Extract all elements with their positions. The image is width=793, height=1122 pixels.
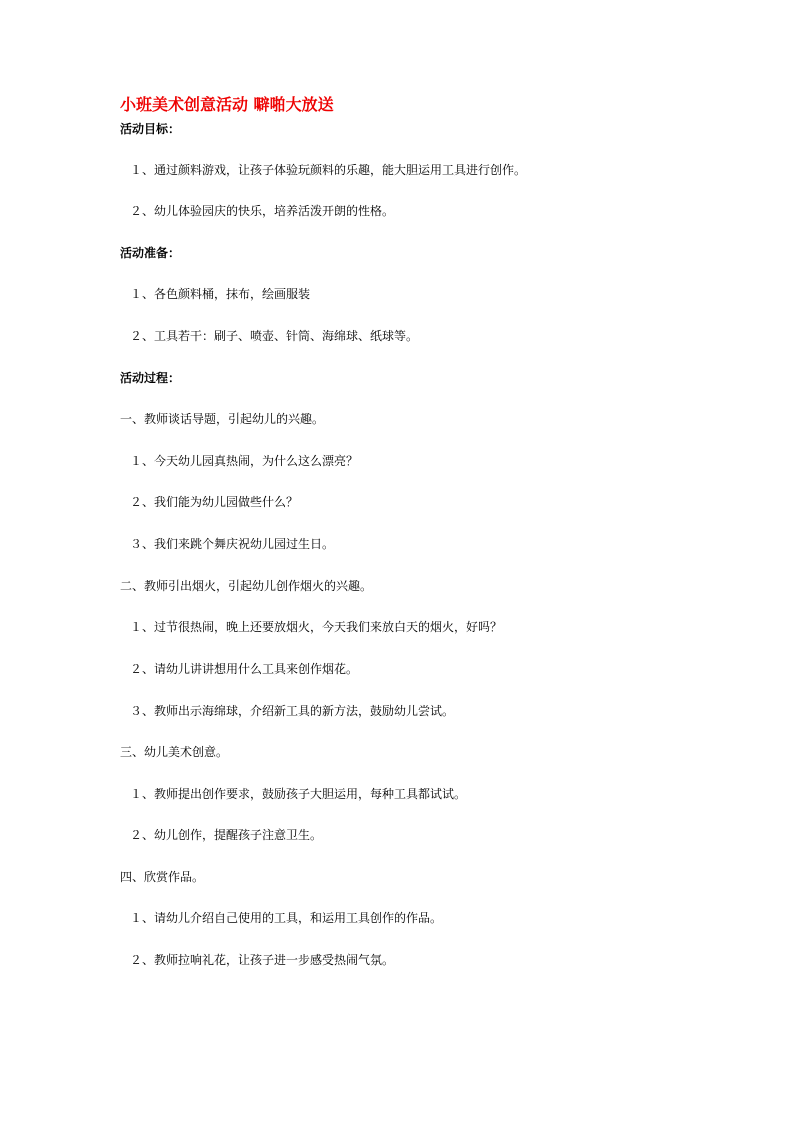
process-heading: 活动过程： [120, 371, 181, 385]
section-3-heading: 三、幼儿美术创意。 [120, 745, 229, 759]
section-1-item-3: ３、我们来跳个舞庆祝幼儿园过生日。 [130, 537, 335, 551]
goals-heading: 活动目标： [120, 122, 181, 136]
section-3-item-1: １、教师提出创作要求，鼓励孩子大胆运用，每种工具都试试。 [130, 787, 467, 801]
section-4-item-2: ２、教师拉响礼花，让孩子进一步感受热闹气氛。 [130, 953, 395, 967]
section-2-item-3: ３、教师出示海绵球，介绍新工具的新方法，鼓励幼儿尝试。 [130, 704, 455, 718]
prep-item-2: ２、工具若干：刷子、喷壶、针筒、海绵球、纸球等。 [130, 329, 419, 343]
section-2-item-2: ２、请幼儿讲讲想用什么工具来创作烟花。 [130, 662, 359, 676]
section-1-item-2: ２、我们能为幼儿园做些什么？ [130, 495, 299, 509]
goal-item-1: １、通过颜料游戏，让孩子体验玩颜料的乐趣，能大胆运用工具进行创作。 [130, 163, 527, 177]
goal-item-2: ２、幼儿体验园庆的快乐，培养活泼开朗的性格。 [130, 204, 395, 218]
section-1-item-1: １、今天幼儿园真热闹，为什么这么漂亮？ [130, 454, 359, 468]
section-3-item-2: ２、幼儿创作，提醒孩子注意卫生。 [130, 828, 323, 842]
document-title: 小班美术创意活动 噼啪大放送 [120, 95, 334, 114]
section-4-item-1: １、请幼儿介绍自己使用的工具，和运用工具创作的作品。 [130, 911, 443, 925]
section-4-heading: 四、欣赏作品。 [120, 870, 205, 884]
prep-item-1: １、各色颜料桶，抹布，绘画服装 [130, 287, 311, 301]
section-2-heading: 二、教师引出烟火，引起幼儿创作烟火的兴趣。 [120, 579, 373, 593]
section-1-heading: 一、教师谈话导题，引起幼儿的兴趣。 [120, 412, 325, 426]
prep-heading: 活动准备： [120, 246, 181, 260]
section-2-item-1: １、过节很热闹，晚上还要放烟火，今天我们来放白天的烟火，好吗？ [130, 620, 503, 634]
